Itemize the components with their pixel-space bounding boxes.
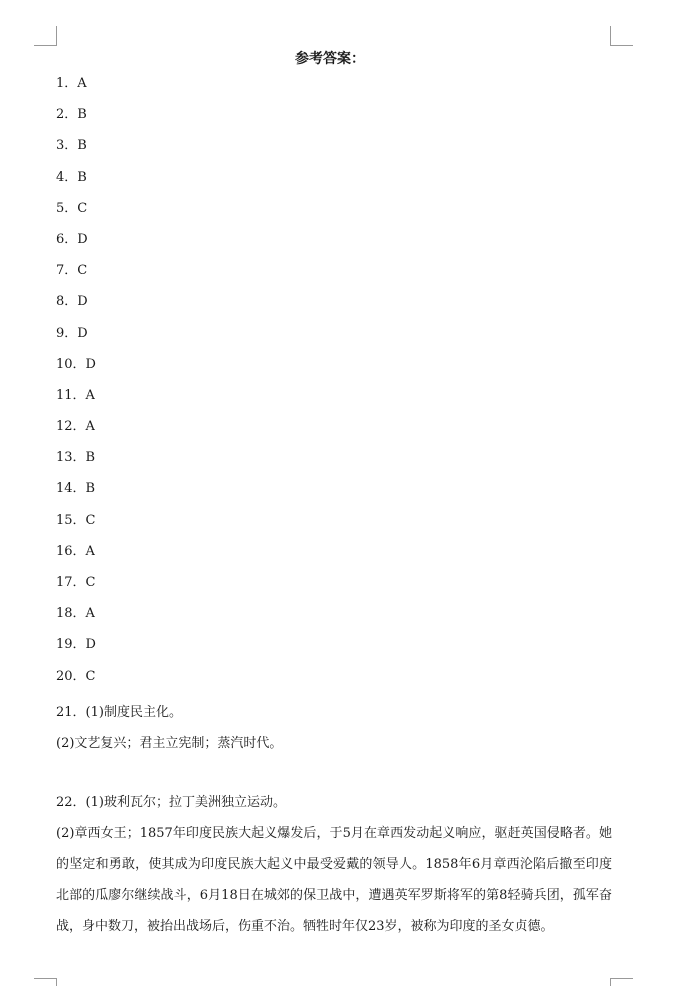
crop-mark-top-left	[34, 45, 56, 46]
question-22	[56, 787, 612, 942]
answer-item: 16．A	[56, 543, 95, 559]
crop-mark-bottom-right	[611, 978, 633, 979]
crop-mark-top-right	[610, 26, 611, 46]
answer-item: 14．B	[56, 481, 96, 497]
answer-list	[56, 74, 96, 698]
answer-item: 20．C	[56, 668, 96, 684]
q22-part1: 22．(1)玻利瓦尔；拉丁美洲独立运动。	[56, 795, 286, 810]
crop-mark-top-left	[56, 26, 57, 46]
answer-item: 12．A	[56, 419, 95, 435]
crop-mark-bottom-right	[610, 978, 611, 986]
answer-item: 5．C	[56, 200, 88, 216]
question-21	[56, 697, 612, 759]
answer-item: 13．B	[56, 450, 96, 466]
answer-item: 4．B	[56, 169, 87, 185]
answer-item: 18．A	[56, 606, 95, 622]
answer-item: 9．D	[56, 325, 88, 341]
answer-item: 10．D	[56, 356, 96, 372]
answer-item: 7．C	[56, 263, 88, 279]
answer-item: 6．D	[56, 231, 88, 247]
answer-item: 3．B	[56, 138, 87, 154]
q21-part1: 21．(1)制度民主化。	[56, 705, 182, 720]
crop-mark-bottom-left	[56, 978, 57, 986]
answer-item: 15．C	[56, 512, 96, 528]
answer-item: 11．A	[56, 387, 95, 403]
crop-mark-bottom-left	[34, 978, 56, 979]
q22-part2-paragraph: (2)章西女王；1857年印度民族大起义爆发后，于5月在章西发动起义响应，驱赶英国侵略者。她的坚定和勇敢，使其成为印度民族大起义中最受爱戴的领导人。1858年6月章西沦陷后撤至印度北部的瓜廖尔继续战斗，6月18日在城郊的保卫战中，遭遇英军罗斯将军的第8轻骑兵团，孤军奋战，身中数刀，被抬出战场后，伤重不治。牺牲时年仅23岁，被称为印度的圣女贞德。	[56, 826, 612, 934]
q21-part2: (2)文艺复兴；君主立宪制；蒸汽时代。	[56, 736, 283, 751]
crop-mark-top-right	[611, 45, 633, 46]
answer-item: 1．A	[56, 76, 87, 91]
answer-item: 8．D	[56, 294, 88, 310]
page-title: 参考答案：	[295, 51, 365, 67]
answer-item: 19．D	[56, 637, 96, 653]
answer-item: 2．B	[56, 107, 87, 123]
answer-item: 17．C	[56, 575, 96, 590]
